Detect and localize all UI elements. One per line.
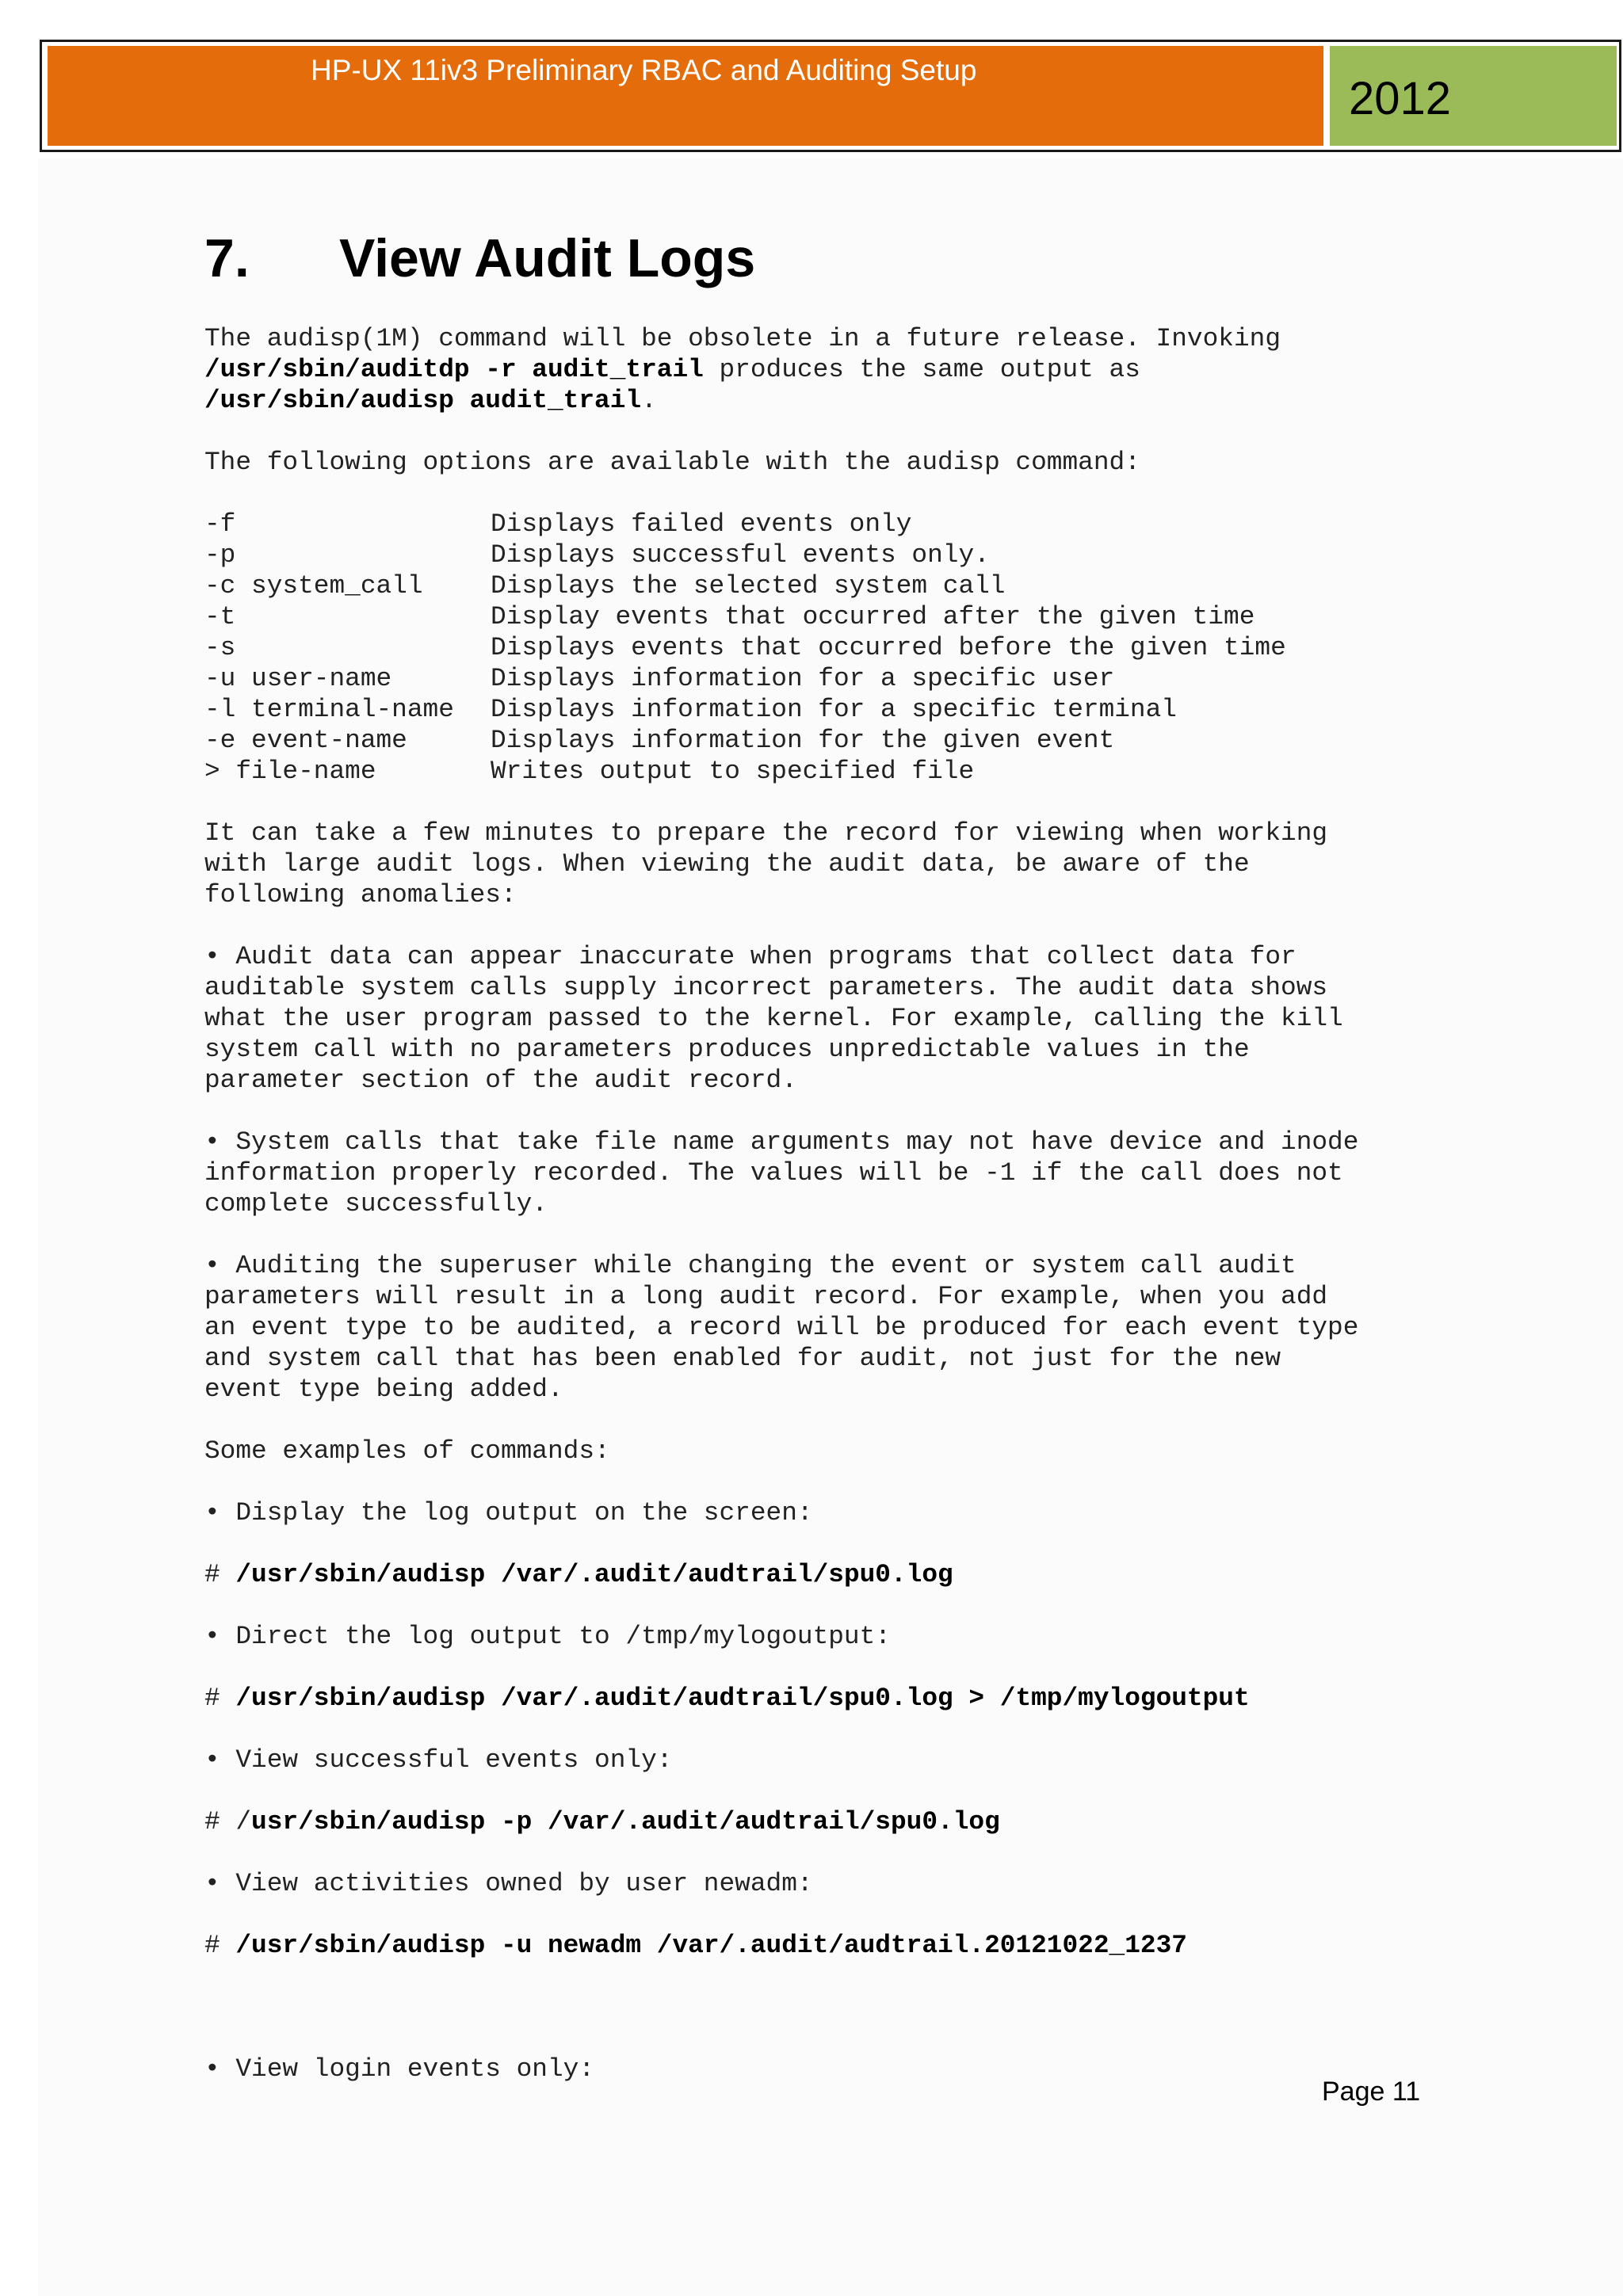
option-row: [204, 725, 1472, 756]
option-flag: -t: [204, 602, 236, 631]
option-row: [204, 540, 1472, 570]
example-description: • View login events only:: [204, 2054, 595, 2084]
paragraph-line: with large audit logs. When viewing the audit data, be aware of the: [204, 849, 1250, 879]
example-command: /usr/sbin/audisp /var/.audit/audtrail/spu0.log > /tmp/mylogoutput: [235, 1684, 1250, 1713]
intro-text: .: [641, 386, 657, 415]
option-row: [204, 601, 1472, 632]
option-description: Writes output to specified file: [491, 757, 975, 786]
page-number: Page 11: [1322, 2077, 1421, 2107]
paragraph-line: what the user program passed to the kernel. For example, calling the kill: [204, 1004, 1343, 1033]
section-number: 7.: [204, 228, 250, 288]
example-description: • Direct the log output to /tmp/mylogoutput:: [204, 1622, 891, 1651]
example-item: [204, 1868, 1472, 1961]
paragraph-line: parameter section of the audit record.: [204, 1066, 797, 1095]
option-flag: -f: [204, 509, 236, 539]
anomaly-item: [204, 1250, 1472, 1405]
examples-intro: Some examples of commands:: [204, 1436, 610, 1466]
paragraph-line: event type being added.: [204, 1375, 563, 1404]
option-description: Displays events that occurred before the given time: [491, 633, 1286, 662]
option-row: [204, 632, 1472, 663]
paragraph-line: • System calls that take file name arguments may not have device and inode: [204, 1127, 1359, 1157]
document-year: 2012: [1349, 73, 1452, 124]
paragraph-line: following anomalies:: [204, 880, 517, 910]
example-item: [204, 1497, 1472, 1590]
option-row: [204, 694, 1472, 725]
option-description: Displays the selected system call: [491, 571, 1006, 601]
example-description: • View activities owned by user newadm:: [204, 1869, 813, 1898]
option-flag: -s: [204, 633, 236, 662]
anomalies-intro: [204, 818, 1472, 910]
command-prompt: # /: [204, 1807, 252, 1836]
intro-line: [204, 354, 1472, 385]
option-description: Displays failed events only: [491, 509, 912, 539]
paragraph-line: • Auditing the superuser while changing the event or system call audit: [204, 1251, 1296, 1280]
example-command: usr/sbin/audisp -p /var/.audit/audtrail/spu0.log: [251, 1807, 1000, 1836]
option-description: Displays information for the given event: [491, 726, 1115, 755]
option-description: Display events that occurred after the given time: [491, 602, 1255, 631]
paragraph-line: system call with no parameters produces unpredictable values in the: [204, 1035, 1250, 1064]
paragraph-line: • Audit data can appear inaccurate when programs that collect data for: [204, 942, 1296, 971]
paragraph-line: parameters will result in a long audit record. For example, when you add: [204, 1282, 1328, 1311]
options-intro: The following options are available with the audisp command:: [204, 448, 1140, 477]
option-description: Displays successful events only.: [491, 540, 990, 570]
paragraph-line: complete successfully.: [204, 1189, 548, 1219]
option-description: Displays information for a specific user: [491, 664, 1115, 693]
option-row: [204, 756, 1472, 787]
paragraph-line: an event type to be audited, a record will be produced for each event type: [204, 1313, 1359, 1342]
option-flag: -c system_call: [204, 571, 423, 601]
section-title: View Audit Logs: [339, 228, 756, 288]
example-command-line: [204, 1559, 1472, 1590]
example-command: /usr/sbin/audisp /var/.audit/audtrail/spu0.log: [235, 1560, 953, 1589]
anomaly-item: [204, 941, 1472, 1096]
options-list: [204, 509, 1472, 787]
example-command-line: [204, 1806, 1472, 1837]
paragraph-line: auditable system calls supply incorrect parameters. The audit data shows: [204, 973, 1328, 1002]
document-title: HP-UX 11iv3 Preliminary RBAC and Auditing Setup: [311, 54, 977, 86]
option-row: [204, 509, 1472, 540]
example-command-line: [204, 1683, 1472, 1714]
paragraph-line: information properly recorded. The values will be -1 if the call does not: [204, 1158, 1343, 1188]
example-description: • View successful events only:: [204, 1745, 673, 1775]
document-body: [204, 323, 1472, 2084]
anomaly-item: [204, 1127, 1472, 1219]
option-row: [204, 663, 1472, 694]
option-flag: -e event-name: [204, 726, 407, 755]
paragraph-line: and system call that has been enabled for audit, not just for the new: [204, 1344, 1281, 1373]
intro-text: produces the same output as: [703, 355, 1140, 384]
command-prompt: #: [204, 1560, 236, 1589]
option-flag: -l terminal-name: [204, 695, 454, 724]
inline-command: /usr/sbin/audisp audit_trail: [204, 386, 642, 415]
inline-command: /usr/sbin/auditdp -r audit_trail: [204, 355, 704, 384]
section-heading: [204, 227, 755, 290]
command-prompt: #: [204, 1684, 236, 1713]
paragraph-line: It can take a few minutes to prepare the record for viewing when working: [204, 818, 1328, 848]
command-prompt: #: [204, 1931, 236, 1960]
intro-line: [204, 385, 1472, 416]
example-command-line: [204, 1930, 1472, 1961]
example-command: /usr/sbin/audisp -u newadm /var/.audit/audtrail.20121022_1237: [235, 1931, 1187, 1960]
option-row: [204, 570, 1472, 601]
option-flag: -p: [204, 540, 236, 570]
option-description: Displays information for a specific terminal: [491, 695, 1177, 724]
option-flag: -u user-name: [204, 664, 392, 693]
intro-line: The audisp(1M) command will be obsolete in a future release. Invoking: [204, 324, 1281, 353]
option-flag: > file-name: [204, 757, 376, 786]
example-description: • Display the log output on the screen:: [204, 1498, 813, 1527]
example-item: [204, 1745, 1472, 1837]
example-item: [204, 1621, 1472, 1714]
